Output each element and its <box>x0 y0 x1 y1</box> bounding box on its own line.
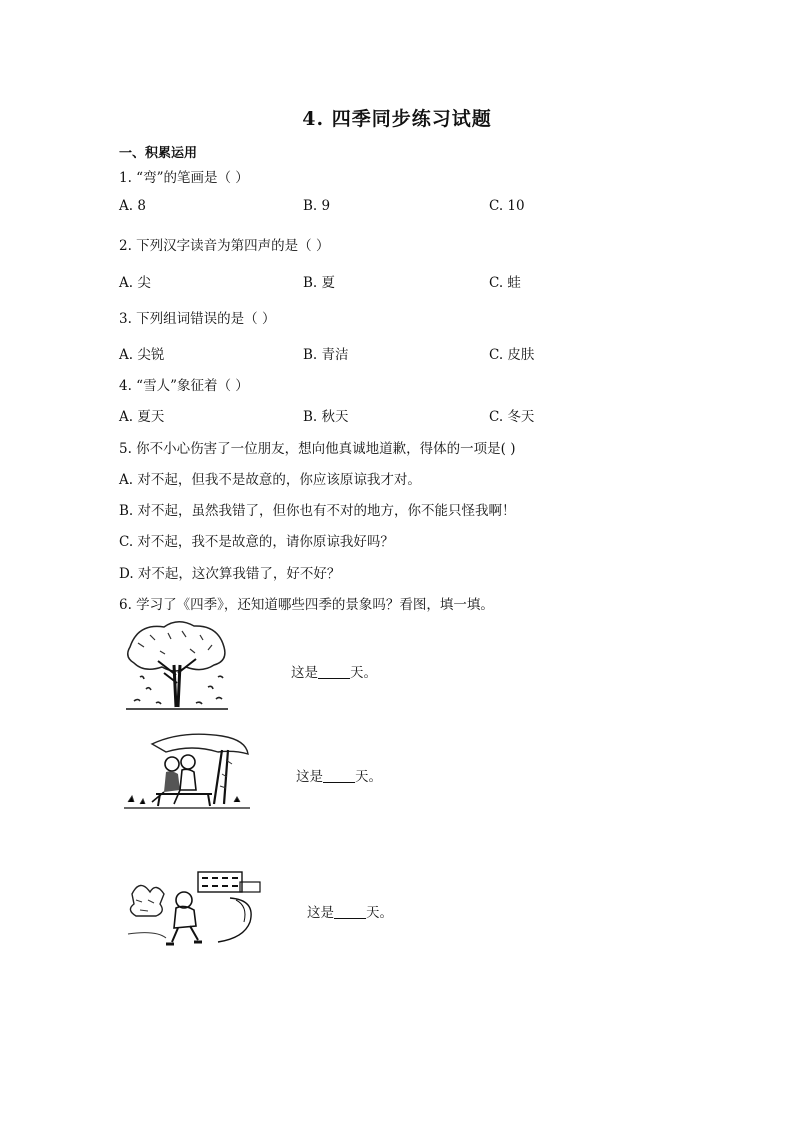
fill-3-prefix: 这是 <box>307 905 334 921</box>
q1-option-a[interactable]: A. 8 <box>119 198 146 214</box>
question-4-stem: 4. “雪人”象征着（ ） <box>119 378 249 394</box>
question-3-stem: 3. 下列组词错误的是（ ） <box>119 311 276 327</box>
q5-choice-c[interactable]: C. 对不起，我不是故意的，请你原谅我好吗？ <box>119 534 394 550</box>
fill-3-suffix: 天。 <box>366 905 393 921</box>
fill-2-prefix: 这是 <box>296 769 323 785</box>
q5-choice-a[interactable]: A. 对不起，但我不是故意的，你应该原谅我才对。 <box>119 472 421 488</box>
q2-option-c[interactable]: C. 蛙 <box>489 275 521 291</box>
fill-1-suffix: 天。 <box>350 665 377 681</box>
question-5-stem: 5. 你不小心伤害了一位朋友，想向他真诚地道歉，得体的一项是( ) <box>119 441 516 457</box>
blank-input-3[interactable] <box>334 904 366 919</box>
q4-option-c[interactable]: C. 冬天 <box>489 409 535 425</box>
fill-line-3 <box>307 901 393 921</box>
q3-option-c[interactable]: C. 皮肤 <box>489 347 535 363</box>
q3-option-a[interactable]: A. 尖锐 <box>119 347 165 363</box>
winter-scene-picture <box>126 864 266 948</box>
q1-option-c[interactable]: C. 10 <box>489 198 525 214</box>
page-title: 4. 四季同步练习试题 <box>302 108 492 130</box>
blank-input-1[interactable] <box>318 664 350 679</box>
fill-2-suffix: 天。 <box>355 769 382 785</box>
autumn-tree-picture <box>120 617 232 715</box>
q5-choice-b[interactable]: B. 对不起，虽然我错了，但你也有不对的地方，你不能只怪我啊！ <box>119 503 516 519</box>
fill-line-2 <box>296 765 382 785</box>
q2-option-a[interactable]: A. 尖 <box>119 275 151 291</box>
question-2-stem: 2. 下列汉字读音为第四声的是（ ） <box>119 238 330 254</box>
section-heading: 一、积累运用 <box>119 146 198 161</box>
q5-choice-d[interactable]: D. 对不起，这次算我错了，好不好？ <box>119 566 341 582</box>
blank-input-2[interactable] <box>323 768 355 783</box>
q2-option-b[interactable]: B. 夏 <box>303 275 336 291</box>
q4-option-a[interactable]: A. 夏天 <box>119 409 165 425</box>
summer-children-picture <box>122 730 252 816</box>
fill-1-prefix: 这是 <box>291 665 318 681</box>
q3-option-b[interactable]: B. 青洁 <box>303 347 349 363</box>
question-6-stem: 6. 学习了《四季》，还知道哪些四季的景象吗？看图，填一填。 <box>119 597 494 613</box>
question-1-stem: 1. “弯”的笔画是（ ） <box>119 170 249 186</box>
q1-option-b[interactable]: B. 9 <box>303 198 331 214</box>
q4-option-b[interactable]: B. 秋天 <box>303 409 349 425</box>
fill-line-1 <box>291 661 377 681</box>
